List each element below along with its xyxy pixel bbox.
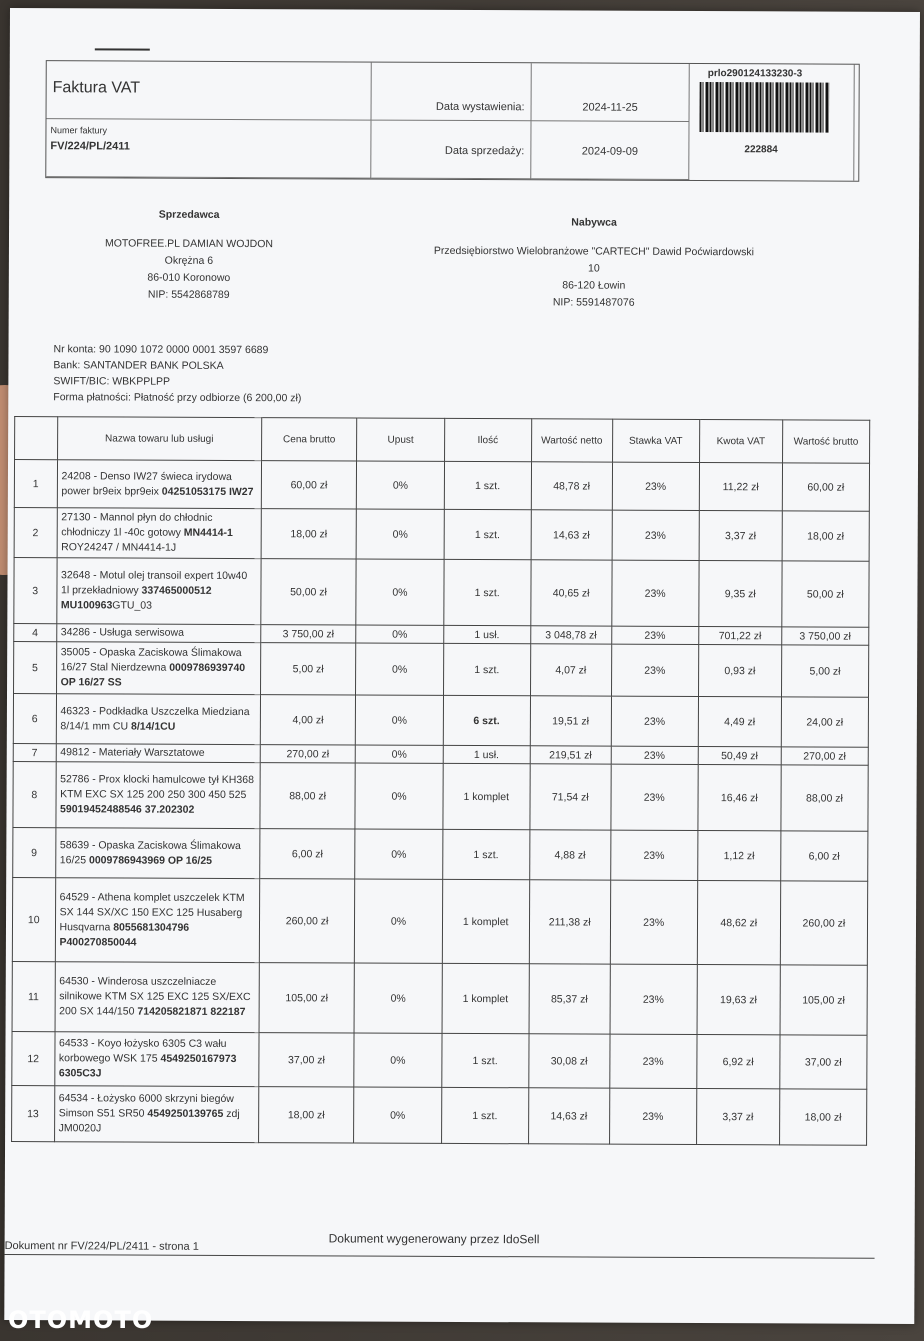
row-qty: 1 szt. (444, 509, 531, 559)
col-vat-amount: Kwota VAT (699, 420, 782, 463)
row-discount: 0% (357, 461, 444, 509)
row-qty: 1 usł. (443, 625, 530, 643)
row-vat-rate: 23% (612, 510, 699, 560)
document-page: Dokument nr FV/224/PL/2411 - strona 1 (4, 1239, 199, 1253)
row-lp: 12 (12, 1032, 55, 1086)
item-name: 46323 - Podkładka Uszczelka Miedziana 8/14/1 mm CU (60, 704, 250, 733)
item-name: 58639 - Opaska Zaciskowa Ślimakowa 16/25 (59, 838, 241, 866)
row-qty: 1 komplet (442, 963, 529, 1033)
row-vat-amount: 9,35 zł (699, 561, 782, 627)
row-vat-rate: 23% (610, 880, 698, 964)
row-vat-rate: 23% (611, 626, 698, 644)
row-discount: 0% (355, 829, 442, 879)
row-vat-rate: 23% (611, 746, 698, 764)
row-gross: 60,00 zł (782, 463, 869, 511)
row-net: 211,38 zł (529, 880, 610, 964)
sale-date: 2024-09-09 (531, 121, 689, 180)
row-price: 18,00 zł (261, 509, 357, 559)
row-name (56, 642, 260, 695)
issue-date-label: Data wystawienia: (372, 63, 532, 122)
row-net: 3 048,78 zł (531, 626, 612, 644)
item-name: 34286 - Usługa serwisowa (60, 626, 184, 639)
row-vat-rate: 23% (610, 830, 697, 880)
row-gross: 3 750,00 zł (781, 627, 868, 645)
bank-name: Bank: SANTANDER BANK POLSKA (53, 359, 224, 372)
seller-city: 86-010 Koronowo (147, 271, 231, 284)
row-lp: 3 (14, 558, 57, 624)
row-qty: 1 szt. (444, 461, 531, 509)
col-net: Wartość netto (531, 419, 612, 462)
row-qty: 1 komplet (443, 763, 530, 829)
row-net: 4,88 zł (529, 830, 610, 880)
row-vat-amount: 3,37 zł (699, 511, 782, 561)
seller-block (89, 206, 289, 304)
row-net: 14,63 zł (531, 510, 612, 560)
row-vat-rate: 23% (611, 696, 698, 746)
col-lp (15, 417, 58, 460)
row-price: 105,00 zł (259, 963, 355, 1033)
row-price: 37,00 zł (258, 1033, 354, 1087)
col-gross: Wartość brutto (782, 420, 869, 463)
sale-date-label: Data sprzedaży: (371, 121, 531, 180)
col-qty: Ilość (444, 418, 531, 461)
row-gross: 5,00 zł (781, 645, 869, 697)
row-discount: 0% (354, 963, 441, 1033)
row-name (54, 1086, 258, 1143)
swift-code: SWIFT/BIC: WBKPPLPP (53, 375, 171, 388)
row-vat-rate: 23% (612, 462, 699, 510)
row-net: 85,37 zł (529, 964, 610, 1034)
bank-account: Nr konta: 90 1090 1072 0000 0001 3597 6689 (53, 343, 269, 357)
otomoto-watermark: OTOMOTO (8, 1306, 154, 1334)
item-code: 4549250139765 (147, 1107, 224, 1120)
seller-nip: NIP: 5542868789 (147, 288, 230, 301)
items-table (11, 416, 870, 1146)
row-name (55, 828, 259, 879)
table-row (12, 878, 867, 966)
table-row (13, 828, 868, 882)
row-lp: 4 (14, 624, 57, 642)
row-vat-amount: 16,46 zł (698, 765, 781, 831)
row-discount: 0% (356, 559, 443, 625)
item-code: 59019452488546 37.202302 (60, 803, 195, 816)
buyer-heading: Nabywca (571, 216, 617, 229)
row-net: 4,07 zł (530, 644, 611, 696)
payment-form: Forma płatności: Płatność przy odbiorze (6 200,00 zł) (53, 391, 302, 405)
row-name (57, 460, 261, 509)
row-price: 6,00 zł (259, 829, 355, 879)
payment-info (53, 341, 301, 406)
row-price: 88,00 zł (260, 763, 356, 829)
row-net: 14,63 zł (528, 1088, 609, 1144)
table-row (12, 1032, 867, 1090)
row-name (57, 508, 261, 559)
item-name: 49812 - Materiały Warsztatowe (60, 746, 205, 759)
table-row (13, 762, 868, 832)
buyer-name: Przedsiębiorstwo Wielobranżowe "CARTECH" Dawid Poćwiardowski (433, 244, 754, 259)
row-price: 3 750,00 zł (260, 625, 356, 643)
invoice-title: Faktura VAT (47, 61, 372, 120)
barcode-icon (699, 82, 829, 133)
row-name (56, 558, 260, 625)
item-name: 24208 - Denso IW27 świeca irydowa power br9eix bpr9eix (61, 469, 232, 498)
table-row (14, 558, 869, 628)
row-gross: 24,00 zł (781, 697, 868, 747)
row-qty: 1 szt. (443, 643, 530, 695)
invoice-number: FV/224/PL/2411 (50, 140, 130, 153)
item-code: 04251053175 IW27 (161, 485, 254, 498)
pen-mark (95, 48, 150, 50)
item-name: 64534 - Łożysko 6000 skrzyni biegów Simson S51 SR50 (58, 1092, 234, 1120)
row-vat-amount: 1,12 zł (697, 831, 780, 881)
item-code: 8/14/1CU (130, 720, 176, 733)
row-lp: 7 (13, 744, 56, 762)
row-name (56, 744, 260, 763)
generated-by: Dokument wygenerowany przez IdoSell (328, 1231, 540, 1247)
row-vat-amount: 3,37 zł (696, 1089, 779, 1145)
item-code-tail: GTU_03 (112, 599, 153, 612)
barcode-box (689, 64, 855, 181)
item-name: 27130 - Mannol płyn do chłodnic chłodniczy 1l -40c gotowy (61, 511, 213, 539)
row-gross: 18,00 zł (782, 511, 869, 561)
row-net: 40,65 zł (531, 560, 612, 626)
item-code: MN4414-1 (183, 526, 233, 539)
row-gross: 37,00 zł (780, 1035, 868, 1089)
row-discount: 0% (355, 763, 442, 829)
row-vat-rate: 23% (611, 560, 698, 626)
issue-date: 2024-11-25 (532, 63, 690, 122)
seller-heading: Sprzedawca (158, 208, 220, 221)
invoice-number-cell (46, 119, 371, 178)
row-price: 60,00 zł (261, 461, 357, 509)
item-code: 0009786943969 OP 16/25 (88, 853, 213, 867)
buyer-nip: NIP: 5591487076 (552, 296, 635, 309)
item-code: 714205821871 822187 (137, 1005, 246, 1019)
row-lp: 9 (13, 828, 56, 878)
row-gross: 50,00 zł (782, 561, 870, 627)
row-discount: 0% (354, 1033, 441, 1087)
row-vat-amount: 19,63 zł (697, 965, 780, 1035)
table-body (12, 460, 870, 1146)
row-qty: 1 szt. (442, 829, 529, 879)
row-name (55, 878, 260, 963)
row-vat-rate: 23% (611, 764, 698, 830)
row-qty: 1 szt. (441, 1087, 528, 1143)
row-vat-amount: 701,22 zł (699, 627, 782, 645)
row-vat-rate: 23% (611, 644, 698, 696)
row-price: 50,00 zł (261, 559, 357, 625)
row-lp: 8 (13, 762, 56, 828)
row-price: 5,00 zł (260, 643, 356, 695)
row-gross: 270,00 zł (781, 747, 868, 765)
col-vat-rate: Stawka VAT (612, 419, 699, 462)
row-lp: 11 (12, 962, 55, 1032)
col-price: Cena brutto (261, 418, 357, 461)
row-vat-amount: 0,93 zł (698, 645, 781, 697)
table-row (14, 508, 869, 562)
invoice-number-label: Numer faktury (50, 125, 108, 136)
barcode-top-text: prlo290124133230-3 (707, 68, 803, 80)
row-price: 18,00 zł (258, 1087, 354, 1143)
item-name: 35005 - Opaska Zaciskowa Ślimakowa 16/27 Stal Nierdzewna (60, 646, 242, 674)
row-name (56, 624, 260, 643)
row-qty: 1 szt. (441, 1033, 528, 1087)
item-name: 64530 - Winderosa uszczelniacze silnikowe KTM SX 125 EXC 125 SX/EXC 200 SX 144/150 (59, 975, 251, 1018)
table-row (13, 694, 868, 748)
row-net: 19,51 zł (530, 696, 611, 746)
row-gross: 18,00 zł (779, 1089, 867, 1145)
table-row (12, 962, 867, 1036)
footer-divider (5, 1254, 875, 1259)
row-qty: 1 usł. (443, 745, 530, 763)
row-vat-rate: 23% (610, 964, 697, 1034)
table-row (14, 460, 869, 512)
row-discount: 0% (356, 745, 443, 763)
row-gross: 6,00 zł (780, 831, 867, 881)
seller-street: Okrężna 6 (164, 254, 214, 267)
item-name: 52786 - Prox klocki hamulcowe tył KH368 KTM EXC SX 125 200 250 300 450 525 (60, 773, 254, 802)
table-row (12, 1086, 867, 1146)
item-code-tail: ROY24247 / MN4414-1J (61, 541, 177, 554)
row-lp: 5 (14, 642, 57, 694)
row-name (55, 962, 259, 1033)
table-header-row (15, 417, 870, 464)
item-code: 8055681304796 P400270850044 (59, 920, 190, 949)
row-price: 260,00 zł (259, 879, 355, 963)
col-name: Nazwa towaru lub usługi (57, 417, 261, 461)
row-gross: 105,00 zł (780, 965, 868, 1035)
row-name (56, 694, 260, 745)
row-discount: 0% (356, 625, 443, 643)
row-vat-rate: 23% (609, 1088, 696, 1144)
row-discount: 0% (356, 643, 443, 695)
row-vat-rate: 23% (609, 1034, 696, 1088)
item-code-tail: zdj JM0020J (58, 1107, 240, 1135)
row-qty: 1 szt. (443, 559, 530, 625)
row-discount: 0% (357, 509, 444, 559)
buyer-city: 86-120 Łowin (562, 279, 626, 292)
row-net: 30,08 zł (529, 1034, 610, 1088)
row-name (55, 762, 259, 829)
table-row (14, 642, 869, 698)
row-discount: 0% (354, 1087, 441, 1143)
row-vat-amount: 4,49 zł (698, 697, 781, 747)
row-vat-amount: 11,22 zł (699, 463, 782, 511)
row-lp: 10 (12, 878, 55, 962)
row-net: 219,51 zł (530, 746, 611, 764)
barcode-number: 222884 (744, 144, 778, 156)
row-gross: 260,00 zł (780, 881, 868, 965)
row-vat-amount: 6,92 zł (697, 1035, 780, 1089)
row-net: 48,78 zł (531, 462, 612, 510)
row-net: 71,54 zł (530, 764, 611, 830)
invoice-paper (4, 8, 920, 1324)
buyer-block (404, 214, 784, 313)
seller-name: MOTOFREE.PL DAMIAN WOJDON (104, 237, 273, 251)
row-vat-amount: 50,49 zł (698, 747, 781, 765)
row-discount: 0% (355, 879, 443, 963)
row-qty: 1 komplet (442, 879, 530, 963)
item-code: 4549250167973 6305C3J (58, 1052, 237, 1080)
row-lp: 13 (12, 1086, 55, 1142)
item-code: 0009786939740 OP 16/27 SS (60, 661, 246, 689)
row-name (54, 1032, 258, 1087)
row-vat-amount: 48,62 zł (697, 881, 780, 965)
col-discount: Upust (357, 418, 444, 461)
item-code: 337465000512 MU100963 (60, 584, 212, 612)
item-name: 64533 - Koyo łożysko 6305 C3 wału korbowego WSK 175 (58, 1037, 227, 1065)
row-lp: 6 (13, 694, 56, 744)
item-name: 64529 - Athena komplet uszczelek KTM SX 144 SX/XC 150 EXC 125 Husaberg Husqvarna (59, 890, 245, 933)
row-qty: 6 szt. (443, 695, 530, 745)
buyer-street: 10 (587, 262, 600, 275)
row-discount: 0% (356, 695, 443, 745)
row-lp: 2 (14, 508, 57, 558)
row-gross: 88,00 zł (781, 765, 869, 831)
row-price: 4,00 zł (260, 695, 356, 745)
invoice-header (45, 60, 860, 182)
row-lp: 1 (14, 460, 57, 508)
row-price: 270,00 zł (260, 745, 356, 763)
item-name: 32648 - Motul olej transoil expert 10w40 1l przekładniowy (60, 569, 248, 597)
